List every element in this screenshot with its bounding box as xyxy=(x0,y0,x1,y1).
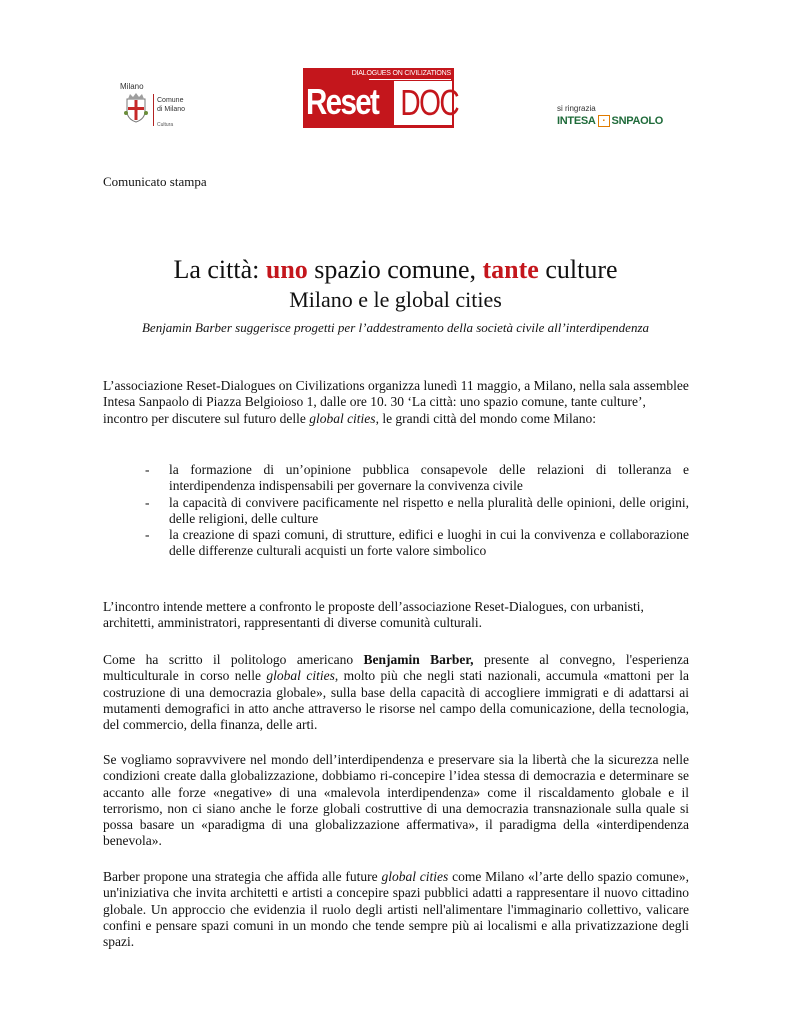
intesa-badge-icon: ▪ xyxy=(598,115,610,127)
para3-emphasis: global cities xyxy=(266,668,335,684)
list-item xyxy=(145,495,689,528)
sponsor-name-part2: SNPAOLO xyxy=(611,115,664,127)
list-item-text: la creazione di spazi comuni, di strutture, edifici e luoghi in cui la convivenza e collaborazione delle differenze culturali acquisti un forte valore simbolico xyxy=(169,527,689,559)
paragraph-3 xyxy=(103,652,689,733)
para3-text-a: Come ha scritto il politologo americano xyxy=(103,652,364,667)
para3-text-b: presente al convegno, l'esperienza multiculturale in corso nelle xyxy=(103,652,689,684)
paragraph-4: Se vogliamo sopravvivere nel mondo dell’interdipendenza e preservare sia la libertà che la sicurezza nelle condizioni create dalla globalizzazione, dobbiamo ri-concepire l’idea stessa di democrazia e determinare se accanto alle forze «negative» di una «malevola interdipendenza» come il riscaldamento globale e il terrorismo, non ci siano anche le forze globali costruttive di una democrazia transnazionale sulla quale si possa basare un «paradigma di una globalizzazione affermativa», il paradigma della «interdipendenza benevola». xyxy=(103,752,689,849)
title-part1: La città: xyxy=(173,255,266,284)
milano-logo-department: Cultura xyxy=(157,122,174,128)
paragraph-5 xyxy=(103,869,689,950)
para3-text-c: , molto più che negli stati nazionali, accumula «mattoni per la costruzione di una democrazia globale», sulla base della capacità di accogliere immigrati e di adattarsi ai mutamenti demografici in atto anche attraverso le risorse nel campo della comunicazione, della tecnologia, del commercio, della finanza, delle arti. xyxy=(103,668,689,733)
bullet-dash: - xyxy=(145,494,150,510)
milano-logo-line1: Comune xyxy=(157,97,184,104)
resetdoc-tagline-rule xyxy=(369,79,451,80)
bullet-dash: - xyxy=(145,462,150,477)
milano-logo-text xyxy=(157,96,185,114)
milano-logo-divider xyxy=(153,94,154,126)
document-label: Comunicato stampa xyxy=(103,174,207,189)
resetdoc-word-doc: DOC xyxy=(400,82,459,123)
milano-logo-line2: di Milano xyxy=(157,106,186,113)
title-part2: spazio comune, xyxy=(307,255,483,284)
comune-di-milano-logo xyxy=(104,82,214,132)
intro-emphasis: global cities xyxy=(309,410,376,426)
page-title xyxy=(0,255,791,285)
list-item-text: la capacità di convivere pacificamente nel rispetto e nella pluralità delle opinioni, delle origini, delle religioni, delle culture xyxy=(169,494,689,526)
sponsor-block xyxy=(557,104,663,127)
intro-text-a: L’associazione Reset-Dialogues on Civilizations organizza lunedì 11 maggio, a Milano, nella sala assemblee Intesa Sanpaolo di Piazza Belgioioso 1, dalle ore 10. 30 ‘La città: uno spazio comune, tante culture’, incontro per discutere sul futuro delle xyxy=(103,378,689,426)
para5-emphasis: global cities xyxy=(381,869,449,884)
sponsor-name-part1: INTESA xyxy=(557,115,596,127)
para3-author-name: Benjamin Barber, xyxy=(363,652,474,667)
para5-text-b: come Milano «l’arte dello spazio comune», un'iniziativa che invita architetti e artisti a concepire spazi pubblici adatti a rappresentare il nuovo cittadino globale. Un approccio che evidenzia il ruolo degli artisti nell'alimentare l'immaginario collettivo, valicare confini e pensare spazi comuni in un mondo che tende sempre più ai localismi e alla privatizzazione degli spazi. xyxy=(103,869,689,950)
list-item xyxy=(145,527,689,560)
bullet-dash: - xyxy=(145,527,150,543)
para5-text-a: Barber propone una strategia che affida alle future xyxy=(103,869,382,884)
topics-list xyxy=(145,462,689,560)
list-item-text: la formazione di un’opinione pubblica consapevole delle relazioni di tolleranza e interdipendenza indispensabili per governare la convivenza civile xyxy=(169,462,689,494)
milano-logo-city: Milano xyxy=(120,82,144,91)
page-tagline: Benjamin Barber suggerisce progetti per l’addestramento della società civile all’interdipendenza xyxy=(141,320,650,335)
resetdoc-tagline: DIALOGUES ON CIVILIZATIONS xyxy=(351,70,451,77)
intesa-sanpaolo-logo xyxy=(557,115,663,127)
intro-text-b: , le grandi città del mondo come Milano: xyxy=(375,410,597,426)
resetdoc-word-reset: Reset xyxy=(306,81,379,122)
sponsor-thanks: si ringrazia xyxy=(557,104,596,113)
title-highlight-uno: uno xyxy=(265,255,308,284)
paragraph-2: L’incontro intende mettere a confronto le proposte dell’associazione Reset-Dialogues, con urbanisti, architetti, amministratori, rappresentanti di diverse comunità culturali. xyxy=(103,599,644,631)
title-highlight-tante: tante xyxy=(482,255,539,284)
resetdoc-logo xyxy=(303,68,459,128)
intro-paragraph xyxy=(103,378,689,427)
page-subtitle: Milano e le global cities xyxy=(289,287,502,312)
resetdoc-doc-box xyxy=(394,81,459,125)
title-part3: culture xyxy=(538,255,618,284)
list-item xyxy=(145,462,689,495)
milano-crest-icon xyxy=(124,93,148,123)
